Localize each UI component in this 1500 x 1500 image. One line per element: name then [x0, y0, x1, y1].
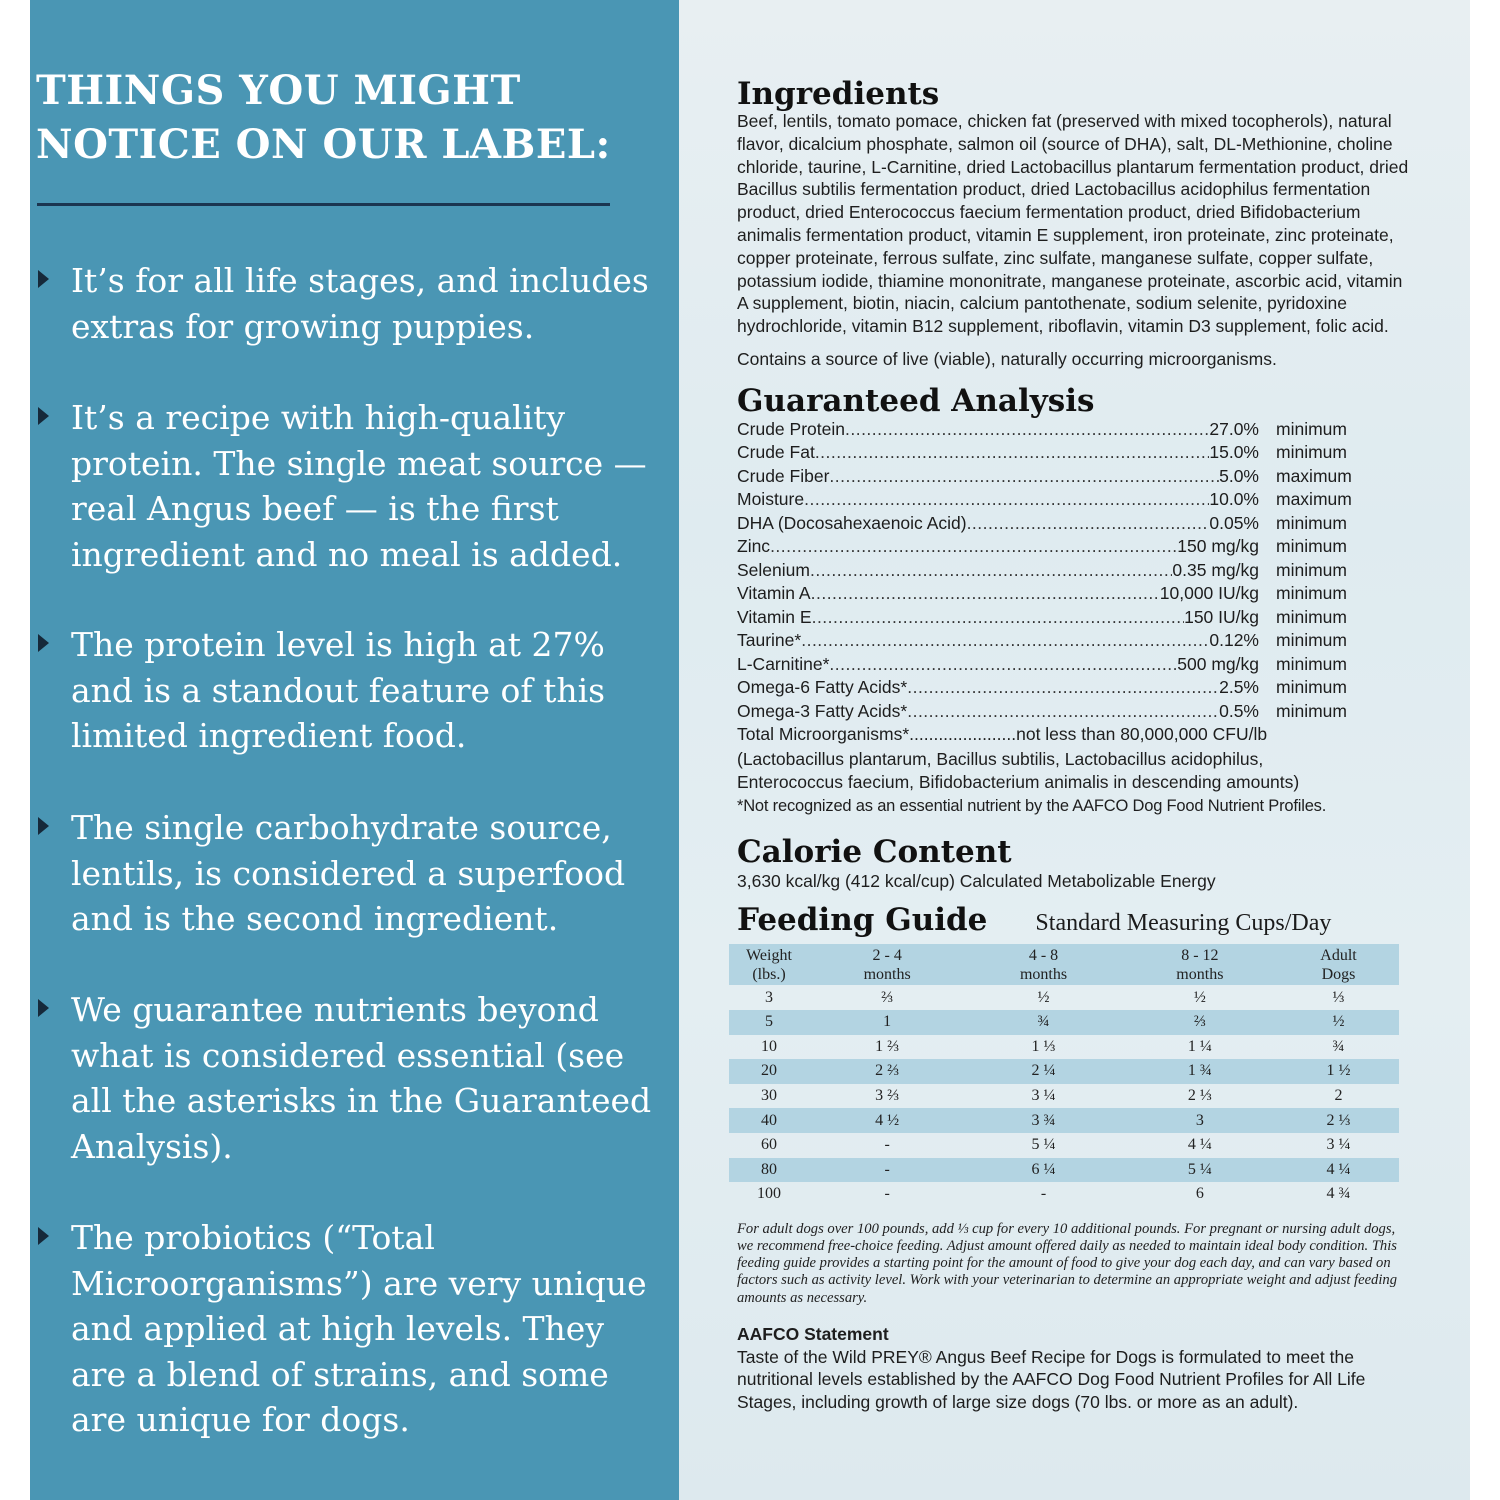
bullet-item	[38, 987, 658, 1169]
analysis-name: Crude Fiber	[737, 465, 830, 486]
table-cell: 4 ¾	[1326, 1185, 1351, 1203]
analysis-value: 2.5%	[1219, 677, 1259, 698]
table-cell: 3 ¾	[965, 1108, 1121, 1133]
table-cell: 30	[761, 1087, 777, 1105]
table-cell: 2 ¼	[965, 1059, 1121, 1084]
table-cell: 2 ⅔	[809, 1059, 965, 1084]
header-line1: 2 - 4	[872, 947, 902, 965]
analysis-row	[737, 654, 1377, 678]
left-title-line2: NOTICE ON OUR LABEL:	[36, 121, 611, 168]
left-title	[36, 64, 656, 172]
table-cell: 1 ¾	[1122, 1059, 1278, 1084]
table-cell: 5	[729, 1010, 809, 1035]
leader-dots	[810, 560, 1172, 581]
analysis-qualifier: maximum	[1276, 465, 1352, 486]
feeding-title: Feeding Guide	[737, 902, 988, 939]
analysis-row	[737, 583, 1377, 607]
table-cell: 2 ⅓	[1187, 1087, 1212, 1105]
analysis-row-microorganisms	[737, 724, 1413, 748]
table-cell: ⅔	[881, 988, 894, 1006]
header-line1: Adult	[1320, 947, 1357, 965]
analysis-value: 10.0%	[1209, 489, 1259, 510]
ingredients-title: Ingredients	[737, 76, 940, 112]
analysis-name: Zinc	[737, 536, 771, 557]
table-cell: 1 ⅓	[1031, 1037, 1056, 1055]
leader-dots	[770, 536, 1177, 557]
analysis-name: Total Microorganisms*	[737, 724, 910, 745]
bullet-text: The probiotics (“Total Microorganisms”) are very unique and applied at high levels. They are a blend of strains, and some are unique for dogs.	[71, 1218, 647, 1439]
bullet-text: We guarantee nutrients beyond what is considered essential (see all the asterisks in the Guaranteed Analysis).	[71, 990, 652, 1166]
table-cell: -	[884, 1185, 890, 1203]
left-panel	[30, 0, 679, 1500]
analysis-name: DHA (Docosahexaenoic Acid)	[737, 512, 967, 533]
leader-dots	[907, 677, 1219, 698]
triangle-bullet-icon	[38, 1227, 49, 1245]
analysis-value: 0.5%	[1219, 700, 1259, 721]
table-cell: 1 ¼	[1187, 1037, 1212, 1055]
triangle-bullet-icon	[38, 407, 49, 425]
analysis-qualifier: minimum	[1276, 536, 1347, 557]
header-line1: 4 - 8	[1028, 947, 1059, 965]
header-line1: Weight	[746, 947, 792, 965]
label-content	[737, 76, 1413, 1413]
analysis-qualifier: minimum	[1276, 418, 1347, 439]
analysis-left	[737, 489, 1259, 510]
header-line2: months	[1019, 966, 1068, 984]
table-cell: -	[809, 1158, 965, 1183]
calorie-title: Calorie Content	[737, 833, 1012, 870]
analysis-value: 0.35 mg/kg	[1172, 559, 1259, 580]
analysis-qualifier: minimum	[1276, 559, 1347, 580]
analysis-qualifier: minimum	[1276, 512, 1347, 533]
analysis-value: 5.0%	[1219, 465, 1259, 486]
table-cell: 4 ¼	[1278, 1158, 1399, 1183]
analysis-qualifier: minimum	[1276, 653, 1347, 674]
analysis-qualifier: minimum	[1276, 677, 1347, 698]
analysis-row	[737, 677, 1377, 701]
analysis-left	[737, 701, 1259, 722]
table-row	[729, 1158, 1399, 1183]
analysis-dots: ......................	[909, 724, 1017, 745]
feeding-column-header	[1278, 944, 1399, 985]
aafco-text: Taste of the Wild PREY® Angus Beef Recipe for Dogs is formulated to meet the nutritional levels established by the AAFCO Dog Food Nutrient Profiles for All Life Stages, including growth of large size dogs (70 lbs. or more as an adult).	[737, 1346, 1366, 1412]
table-cell: 100	[757, 1185, 781, 1203]
analysis-row	[737, 466, 1377, 490]
aafco-title: AAFCO Statement	[737, 1323, 889, 1344]
bullet-text: It’s for all life stages, and includes extras for growing puppies.	[71, 261, 649, 346]
analysis-left	[737, 630, 1259, 651]
table-cell: 2	[1334, 1087, 1343, 1105]
analysis-row	[737, 630, 1377, 654]
analysis-value: not less than 80,000,000 CFU/lb	[1016, 724, 1268, 745]
table-cell: 10	[761, 1037, 777, 1055]
table-cell: 3	[1122, 1108, 1278, 1133]
analysis-name: Vitamin E	[737, 606, 812, 627]
right-panel	[679, 0, 1470, 1500]
table-cell: 60	[761, 1136, 777, 1154]
leader-dots	[811, 583, 1160, 604]
analysis-value: 0.05%	[1209, 512, 1259, 533]
analysis-left	[737, 536, 1259, 557]
feeding-subtitle: Standard Measuring Cups/Day	[1035, 910, 1332, 937]
bullet-item	[38, 395, 658, 577]
table-row	[729, 1010, 1399, 1035]
analysis-name: Crude Fat	[737, 442, 815, 463]
table-cell: 3 ⅔	[875, 1087, 900, 1105]
table-row	[729, 1084, 1399, 1109]
table-row	[729, 1035, 1399, 1060]
microorganism-strains	[737, 748, 1413, 795]
analysis-left	[737, 583, 1259, 604]
table-cell: ⅔	[1122, 1010, 1278, 1035]
table-row	[729, 985, 1399, 1010]
feeding-table-body	[729, 985, 1399, 1206]
table-cell: 3 ¼	[1326, 1136, 1351, 1154]
analysis-left	[737, 419, 1259, 440]
table-cell: 1	[809, 1010, 965, 1035]
analysis-name: Omega-3 Fatty Acids*	[737, 700, 908, 721]
analysis-qualifier: minimum	[1276, 630, 1347, 651]
table-cell: 4 ¼	[1187, 1136, 1212, 1154]
analysis-name: L-Carnitine*	[737, 653, 830, 674]
table-cell: 20	[729, 1059, 809, 1084]
analysis-row	[737, 607, 1377, 631]
divider	[37, 203, 610, 206]
header-line2: (lbs.)	[752, 966, 786, 984]
bullet-item	[38, 1215, 658, 1443]
table-cell: 1 ⅔	[875, 1037, 900, 1055]
feeding-column-header	[1122, 944, 1278, 985]
analysis-left	[737, 654, 1259, 675]
analysis-value: 15.0%	[1209, 442, 1259, 463]
leader-dots	[801, 630, 1209, 651]
table-row	[729, 1182, 1399, 1207]
analysis-value: 150 IU/kg	[1184, 606, 1259, 627]
bullet-item	[38, 622, 658, 759]
table-cell: 6	[1195, 1185, 1204, 1203]
table-cell: 6 ¼	[965, 1158, 1121, 1183]
analysis-left	[737, 607, 1259, 628]
header-line2: Dogs	[1321, 966, 1356, 984]
analysis-value: 0.12%	[1209, 630, 1259, 651]
leader-dots	[967, 513, 1210, 534]
analysis-table	[737, 419, 1377, 725]
leader-dots	[907, 701, 1219, 722]
microorganism-strains-line2: Enterococcus faecium, Bifidobacterium animalis in descending amounts)	[737, 772, 1300, 793]
table-cell: 4 ½	[809, 1108, 965, 1133]
header-line1: 8 - 12	[1181, 947, 1219, 965]
analysis-left	[737, 677, 1259, 698]
bullet-item	[38, 258, 658, 349]
microorganism-strains-line1: (Lactobacillus plantarum, Bacillus subtilis, Lactobacillus acidophilus,	[737, 748, 1264, 769]
table-cell: 3	[765, 988, 773, 1006]
analysis-row	[737, 536, 1377, 560]
analysis-qualifier: maximum	[1276, 489, 1352, 510]
analysis-row	[737, 701, 1377, 725]
analysis-value: 27.0%	[1209, 418, 1259, 439]
analysis-value: 500 mg/kg	[1177, 653, 1259, 674]
analysis-footnote: *Not recognized as an essential nutrient by the AAFCO Dog Food Nutrient Profiles.	[737, 796, 1327, 815]
table-row	[729, 1059, 1399, 1084]
leader-dots	[815, 442, 1210, 463]
analysis-row	[737, 513, 1377, 537]
feeding-header	[737, 902, 1413, 938]
table-cell: 80	[729, 1158, 809, 1183]
table-cell: 3 ¼	[1031, 1087, 1056, 1105]
analysis-left	[737, 560, 1259, 581]
table-cell: 2 ⅓	[1278, 1108, 1399, 1133]
bullet-text: It’s a recipe with high-quality protein. The single meat source — real Angus beef — is the first ingredient and no meal is added.	[71, 398, 647, 574]
analysis-row	[737, 442, 1377, 466]
table-cell: 5 ¼	[1122, 1158, 1278, 1183]
leader-dots	[812, 607, 1185, 628]
bullet-text: The protein level is high at 27% and is a standout feature of this limited ingredient food.	[71, 625, 606, 755]
analysis-title: Guaranteed Analysis	[737, 382, 1095, 419]
bullet-item	[38, 805, 658, 942]
analysis-row	[737, 419, 1377, 443]
table-cell: ¾	[1332, 1037, 1345, 1055]
triangle-bullet-icon	[38, 634, 49, 652]
feeding-note: For adult dogs over 100 pounds, add ⅓ cup for every 10 additional pounds. For pregnant or nursing adult dogs, we recommend free-choice feeding. Adjust amount offered daily as needed to maintain ideal body condition. This feeding guide provides a starting point for the amount of food to give your dog each day, and can vary based on factors such as activity level. Work with your veterinarian to determine an appropriate weight and adjust feeding amounts as necessary.	[737, 1220, 1398, 1306]
feeding-column-header	[965, 944, 1121, 985]
analysis-value: 10,000 IU/kg	[1159, 583, 1259, 604]
analysis-name: Omega-6 Fatty Acids*	[737, 677, 908, 698]
header-line2: months	[1176, 966, 1224, 984]
leader-dots	[829, 466, 1219, 487]
analysis-name: Crude Protein	[737, 418, 845, 439]
table-row	[729, 1108, 1399, 1133]
analysis-qualifier: minimum	[1276, 442, 1347, 463]
triangle-bullet-icon	[38, 270, 49, 288]
table-cell: -	[1040, 1185, 1047, 1203]
feeding-table-header	[729, 944, 1399, 985]
analysis-row	[737, 489, 1377, 513]
analysis-name: Selenium	[737, 559, 810, 580]
header-line2: months	[863, 966, 911, 984]
analysis-name: Vitamin A	[737, 583, 811, 604]
analysis-name: Moisture	[737, 489, 805, 510]
table-cell: ½	[1278, 1010, 1399, 1035]
table-cell: ⅓	[1332, 988, 1345, 1006]
leader-dots	[804, 489, 1209, 510]
table-cell: 40	[729, 1108, 809, 1133]
feeding-column-header	[729, 944, 809, 985]
table-cell: 1 ½	[1278, 1059, 1399, 1084]
ingredients-note: Contains a source of live (viable), naturally occurring microorganisms.	[737, 348, 1277, 369]
ingredients-text: Beef, lentils, tomato pomace, chicken fat (preserved with mixed tocopherols), natural flavor, dicalcium phosphate, salmon oil (source of DHA), salt, DL-Methionine, choline chloride, taurine, L-Carnitine, dried Lactobacillus plantarum fermentation product, dried Bacillus subtilis fermentation product, dried Lactobacillus acidophilus fermentation product, dried Enterococcus faecium fermentation product, dried Bifidobacterium animalis fermentation product, vitamin E supplement, iron proteinate, zinc proteinate, copper proteinate, ferrous sulfate, zinc sulfate, manganese sulfate, copper sulfate, potassium iodide, thiamine mononitrate, manganese proteinate, ascorbic acid, vitamin A supplement, biotin, niacin, calcium pantothenate, sodium selenite, pyridoxine hydrochloride, vitamin B12 supplement, riboflavin, vitamin D3 supplement, folic acid.	[737, 111, 1409, 337]
table-cell: -	[884, 1136, 890, 1154]
analysis-row	[737, 560, 1377, 584]
analysis-qualifier: minimum	[1276, 606, 1347, 627]
feeding-table	[729, 944, 1399, 1206]
left-title-line1: THINGS YOU MIGHT	[36, 67, 521, 114]
triangle-bullet-icon	[38, 999, 49, 1017]
analysis-name: Taurine*	[737, 630, 802, 651]
leader-dots	[845, 419, 1209, 440]
leader-dots	[829, 654, 1177, 675]
analysis-qualifier: minimum	[1276, 700, 1347, 721]
table-cell: ½	[1193, 988, 1206, 1006]
feeding-column-header	[809, 944, 965, 985]
analysis-left	[737, 513, 1259, 534]
analysis-left	[737, 442, 1259, 463]
analysis-value: 150 mg/kg	[1177, 536, 1259, 557]
table-cell: 5 ¼	[1031, 1136, 1056, 1154]
table-cell: ¾	[965, 1010, 1121, 1035]
analysis-left	[737, 466, 1259, 487]
calorie-text: 3,630 kcal/kg (412 kcal/cup) Calculated Metabolizable Energy	[737, 870, 1216, 891]
bullet-text: The single carbohydrate source, lentils, is considered a superfood and is the second ingredient.	[71, 808, 626, 938]
triangle-bullet-icon	[38, 817, 49, 835]
table-row	[729, 1133, 1399, 1158]
table-cell: ½	[1037, 988, 1050, 1006]
analysis-qualifier: minimum	[1276, 583, 1347, 604]
